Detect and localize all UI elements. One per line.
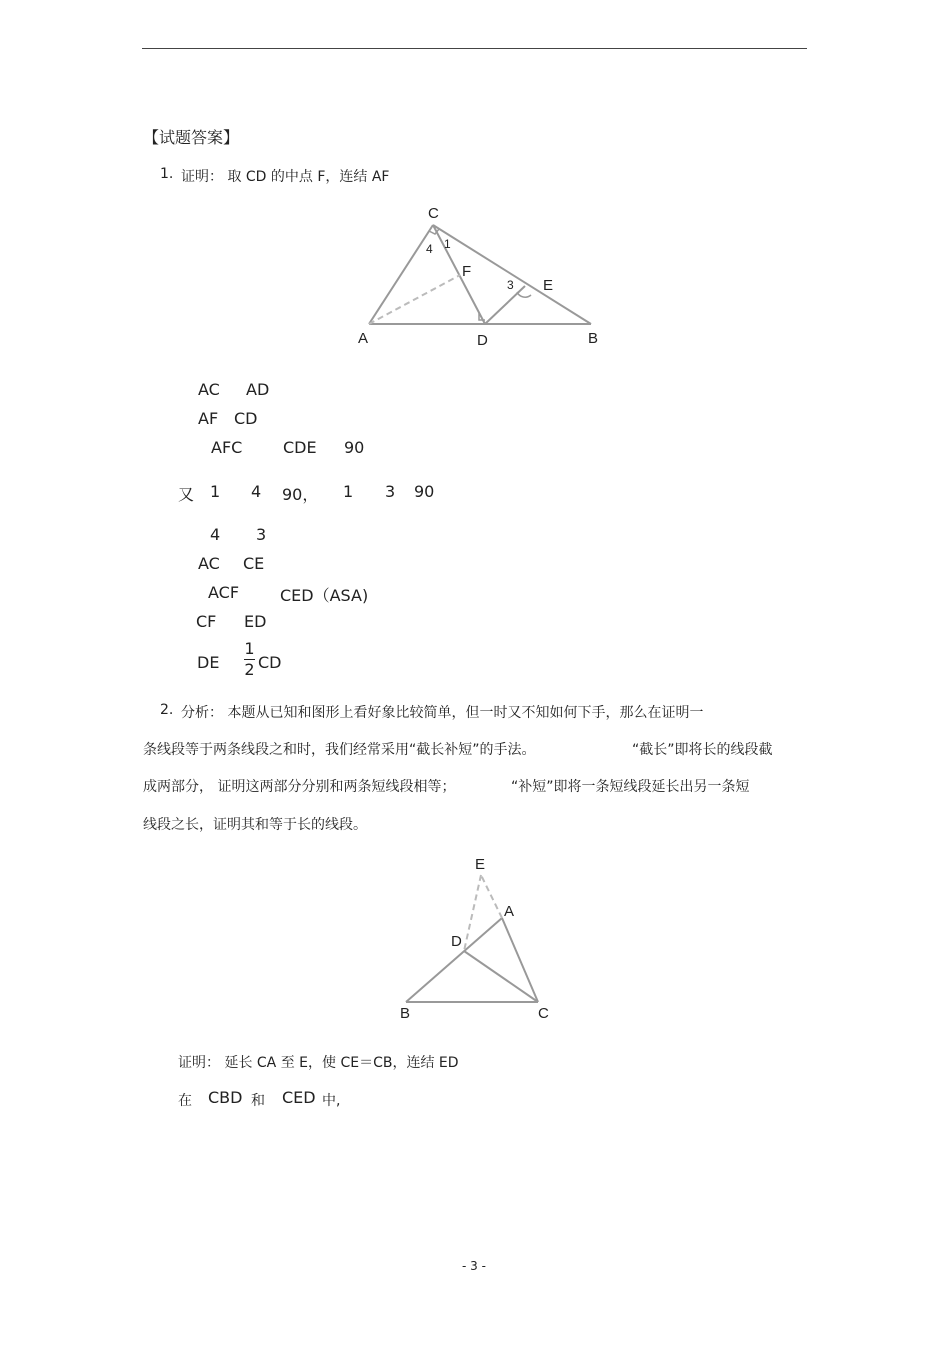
step-4b: 4 xyxy=(251,482,262,501)
step-4f: 90 xyxy=(414,482,435,501)
step-9c: CD xyxy=(258,653,282,672)
item-1-label: 1. xyxy=(160,166,174,182)
step-7a: ACF xyxy=(208,583,240,602)
fig1-label-1: 1 xyxy=(444,237,451,251)
fig2-label-B: B xyxy=(400,1005,411,1022)
step-5a: 4 xyxy=(210,525,221,544)
item-2-label: 2. xyxy=(160,702,174,718)
step-3b: CDE xyxy=(283,438,317,457)
item-2-line-2b: “截长”即将长的线段截 xyxy=(632,742,773,758)
step-2b: CD xyxy=(234,409,258,428)
step-6b: CE xyxy=(243,554,265,573)
fig1-label-A: A xyxy=(358,330,369,347)
step-4e: 3 xyxy=(385,482,396,501)
fig2-label-C: C xyxy=(538,1005,549,1022)
step-1a: AC xyxy=(198,380,220,399)
step-9a: DE xyxy=(197,653,220,672)
proof-2-middle: 中, xyxy=(322,1093,341,1109)
fig1-label-3: 3 xyxy=(507,278,514,292)
item-2-line-1: 分析： 本题从已知和图形上看好象比较简单，但一时又不知如何下手，那么在证明一 xyxy=(181,705,704,721)
fig1-label-D: D xyxy=(477,332,488,349)
fraction-one-half xyxy=(244,640,255,679)
fig2-label-E: E xyxy=(475,856,486,873)
fig1-label-C: C xyxy=(428,205,439,222)
proof-2-line-1: 证明： 延长 CA 至 E，使 CE＝CB，连结 ED xyxy=(178,1055,459,1071)
step-6a: AC xyxy=(198,554,220,573)
fig1-label-4: 4 xyxy=(426,242,433,256)
proof-2-cbd: CBD xyxy=(208,1088,243,1107)
step-7b: CED（ASA) xyxy=(280,586,369,605)
figure-1-triangle xyxy=(347,200,605,360)
step-3c: 90 xyxy=(344,438,365,457)
figure-2-triangle xyxy=(394,850,556,1028)
fig2-label-A: A xyxy=(504,903,515,920)
fraction-numerator: 1 xyxy=(244,639,255,658)
step-4-you: 又 xyxy=(178,485,195,504)
section-title: 【试题答案】 xyxy=(143,128,240,147)
item-1-text: 证明： 取 CD 的中点 F，连结 AF xyxy=(181,169,390,185)
fig1-label-B: B xyxy=(588,330,599,347)
step-8a: CF xyxy=(196,612,217,631)
step-1b: AD xyxy=(246,380,270,399)
step-4c: 90， xyxy=(282,485,319,504)
header-rule xyxy=(142,48,807,49)
item-2-line-3a: 成两部分， 证明这两部分分别和两条短线段相等； xyxy=(143,779,456,795)
item-2-line-2a: 条线段等于两条线段之和时，我们经常采用“截长补短”的手法。 xyxy=(143,742,536,758)
fig2-label-D: D xyxy=(451,933,462,950)
page-number: - 3 - xyxy=(462,1259,486,1273)
step-5b: 3 xyxy=(256,525,267,544)
fig1-label-F: F xyxy=(462,263,472,280)
fig1-label-E: E xyxy=(543,277,554,294)
step-8b: ED xyxy=(244,612,267,631)
step-3a: AFC xyxy=(211,438,243,457)
proof-2-and: 和 xyxy=(251,1093,265,1109)
step-2a: AF xyxy=(198,409,219,428)
fraction-denominator: 2 xyxy=(244,660,255,679)
item-2-line-3b: “补短”即将一条短线段延长出另一条短 xyxy=(511,779,750,795)
item-2-line-4: 线段之长，证明其和等于长的线段。 xyxy=(143,817,367,833)
step-4d: 1 xyxy=(343,482,354,501)
proof-2-in: 在 xyxy=(178,1093,192,1109)
step-4a: 1 xyxy=(210,482,221,501)
proof-2-ced: CED xyxy=(282,1088,316,1107)
